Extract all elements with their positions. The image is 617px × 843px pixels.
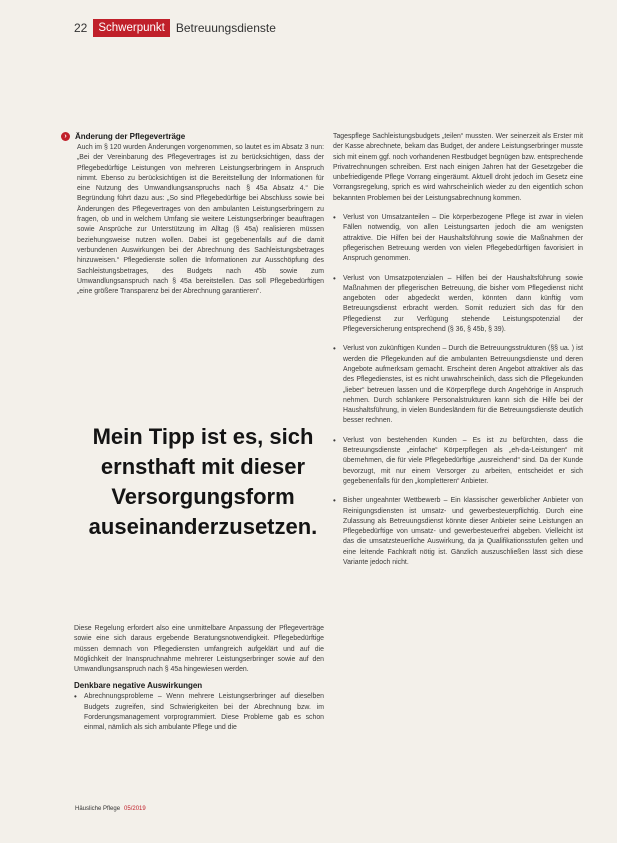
paragraph-vertrag: Auch im § 120 wurden Änderungen vorgenommen, so lautet es im Absatz 3 nun: „Bei der Vereinbarung des Pflegevertrages ist zu berücksichtigen, dass der Pflegebedürftige Leistungen von mehreren Leistungserbringern in Anspruch nimmt. Ebenso zu berücksichtigen ist die Bereitstellung der Informationen für eine Nutzung des Umwandlungsanspruchs nach § 45a Absatz 4.“ Die Begründung führt dazu aus: „So sind Pflegebedürftige bei Abschluss sowie bei Änderungen des Pflegevertrages von den ambulanten Leistungserbringern zu fragen, ob und in welchem Umfang sie weitere Leistungserbringer beauftragen sowie Ansprüche zur Unterstützung im Alltag (§ 45a) realisieren müssen beziehungsweise nutzen wollen. Dabei ist gegebenenfalls auf die damit verbundenen Auswirkungen bei der Abrechnung des Sachleistungsbetrages hinzuweisen.“ Pflegedienste sollen die Informationen zur Ausschöpfung des Sachleistungsbetrages, des Budgets nach 45b sowie zum Umwandlungsanspruch nach § 45a bereitstellen. Das soll Pflegebedürftigen „eine größere Transparenz bei der Abrechnung garantieren“. (77, 144, 324, 296)
left-column-top (61, 132, 324, 297)
arrow-circle-icon: › (61, 132, 70, 141)
paragraph-regelung: Diese Regelung erfordert also eine unmittelbare Anpassung der Pflegeverträge sowie eine sich daraus ergebende Beratungsnotwendigkeit. Pflegebedürftige müssen demnach von Pflegediensten umfangreich aufgeklärt und auf die Möglichkeit der Inanspruchnahme mehrerer Leistungserbringer sowie auf den Umwandlungsanspruch nach § 45a hingewiesen werden. (74, 625, 324, 674)
section-tag: Schwerpunkt (93, 19, 169, 37)
bullet-umsatzanteile: • Verlust von Umsatzanteilen – Die körperbezogene Pflege ist zwar in vielen Fällen notwendig, von allen Leistungsarten jedoch die am wenigsten attraktive. Die Hilfen bei der Haushaltsführung sowie die Maßnahmen der pflegerischen Betreuung werden von vielen Pflegebedürftigen favorisiert in Anspruch genommen. (333, 213, 583, 264)
bullet-umsatzpotenziale: • Verlust von Umsatzpotenzialen – Hilfen bei der Haushaltsführung sowie Maßnahmen der pflegerischen Betreuung, die bisher vom Pflegedienst nicht angeboten oder abgedeckt werden, könnten dann künftig vom Betreuungsdienst erbracht werden. Somit reduziert sich das für den Pflegedienst zur Verfügung stehende Leistungspotenzial der Pflegeversicherung entsprechend (§ 36, § 45b, § 39). (333, 274, 583, 336)
bullet-bestehende-kunden: • Verlust von bestehenden Kunden – Es ist zu befürchten, dass die Betreuungsdienste „einfache“ Körperpflegen als „eh-da-Leistungen“ mit übernehmen, die für viele Pflegebedürftige „ausreichend“ sind. Da der Kunde bevorzugt, mit nur einem Versorger zu arbeiten, entscheidet er sich gegebenenfalls für den „kompletteren“ Anbieter. (333, 436, 583, 487)
page-footer (75, 806, 146, 812)
paragraph-tagespflege: Tagespflege Sachleistungsbudgets „teilen“ mussten. Wer seinerzeit als Erster mit der Kasse abrechnete, bekam das Budget, der andere Leistungserbringer musste sich mit einem ggf. noch vorhandenen Restbudget begnügen bzw. entsprechende Privatrechnungen schreiben. Erst nach einigen Jahren hat der Gesetzgeber die unbefriedigende Pflege Vorrang eingeräumt. Aktuell droht jedoch im Gesetz eine Vorrangsregelung, sprich es wird wahrscheinlich wieder zu den eigentlich schon bekannten Problemen bei der Leistungsabrechnung kommen. (333, 133, 583, 202)
page-header (74, 19, 276, 37)
issue-number: 05/2019 (124, 806, 146, 812)
bullet-abrechnung: • Abrechnungsprobleme – Wenn mehrere Leistungserbringer auf dieselben Budgets zugreifen, sind Schwierigkeiten bei der Abrechnung bzw. im Forderungsmanagement vorprogrammiert. Diese Probleme gab es schon einmal, nämlich als sich ambulante Pflege und die (74, 692, 324, 733)
subheading-auswirkungen: Denkbare negative Auswirkungen (74, 681, 203, 691)
right-column (333, 132, 583, 577)
subheading-text: Änderung der Pflegeverträge (75, 132, 186, 141)
page-number: 22 (74, 21, 88, 35)
magazine-name: Häusliche Pflege (75, 806, 121, 812)
section-title: Betreuungsdienste (175, 21, 276, 35)
pull-quote: Mein Tipp ist es, sich ernsthaft mit dieser Versorgungsform auseinanderzusetzen. (88, 424, 318, 539)
left-column-bottom (74, 624, 324, 734)
bullet-zukuenftige-kunden: • Verlust von zukünftigen Kunden – Durch die Betreuungsstrukturen (§§ ua. ) ist werden die Pflegekunden auf die ambulanten Betreuungsdienste und deren Angebote aufmerksam gemacht. Erscheint deren Angebot attraktiver als das des Pflegedienstes, ist es nicht unwahrscheinlich, dass sich die Pflegekunden „lieber“ betreuen lassen und die Körperpflege durch Angehörige in Anspruch nehmen. Durch schlankere Personalstrukturen kann sich die Hilfe bei der Haushaltsführung, in vielen Bundesländern für die Betreuungsdienste deutlich besser rechnen. (333, 344, 583, 426)
subheading-vertrag (61, 132, 324, 141)
bullet-wettbewerb: • Bisher ungeahnter Wettbewerb – Ein klassischer gewerblicher Anbieter von Reinigungsdiensten ist umsatz- und gewerbesteuerpflichtig. Durch eine Zulassung als Betreuungsdienst könnte dieser Anbieter seine Leistungen an Pflegebedürftige von umsatz- und gewerbesteuerfrei abgeben. Vielleicht ist das die umsatzsteuerliche Auswirkung, da ja Qualifikationsstufen gelten und eine leitende Fachkraft nötig ist. Gänzlich auszuschließen lässt sich diese Variante jedoch nicht. (333, 496, 583, 568)
